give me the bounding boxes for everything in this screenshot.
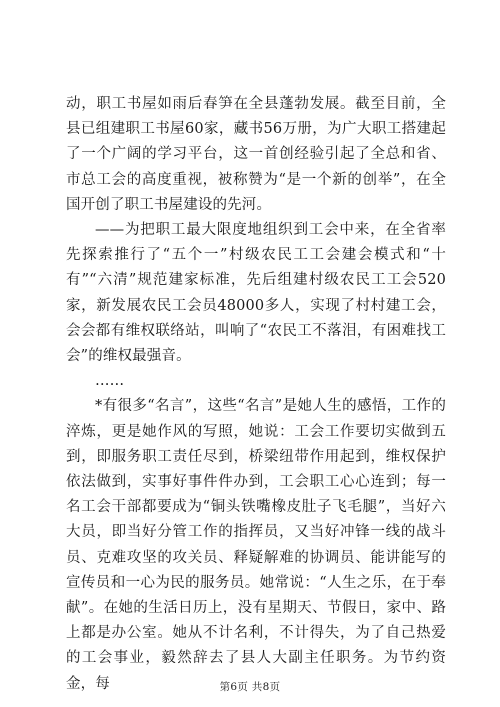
body-text	[66, 92, 446, 697]
paragraph-famous-sayings: *有很多“名言”，这些“名言”是她人生的感悟，工作的淬炼，更是她作风的写照，她说：工会工作要切实做到五到，即服务职工责任尽到，桥梁纽带作用起到，维权保护依法做到，实事好事件件办到，工会职工心心连到；每一名工会干部都要成为“铜头铁嘴橡皮肚子飞毛腿”，当好六大员，即当好分管工作的指挥员，又当好冲锋一线的战斗员、克难攻坚的攻关员、释疑解难的协调员、能讲能写的宣传员和一心为民的服务员。她常说：“人生之乐，在于奉献”。在她的生活日历上，没有星期天、节假日，家中、路上都是办公室。她从不计名利，不计得失，为了自己热爱的工会事业，毅然辞去了县人大副主任职务。为节约资金，每	[66, 398, 446, 692]
paragraph-continuation: 动，职工书屋如雨后春笋在全县蓬勃发展。截至目前，全县已组建职工书屋60家，藏书56万册，为广大职工搭建起了一个广阔的学习平台，这一首创经验引起了全总和省、市总工会的高度重视，被称赞为“是一个新的创举”，在全国开创了职工书屋建设的先河。	[66, 96, 446, 213]
page-number-footer: 第6页 共8页	[219, 681, 281, 693]
paragraph-migrant-workers-union: ——为把职工最大限度地组织到工会中来，在全省率先探索推行了“五个一”村级农民工工会建会模式和“十有”“六清”规范建家标准，先后组建村级农民工工会520家，新发展农民工会员48000多人，实现了村村建工会，会会都有维权联络站，叫响了“农民工不落泪，有困难找工会”的维权最强音。	[66, 222, 446, 365]
paragraph-ellipsis: ……	[95, 373, 125, 390]
